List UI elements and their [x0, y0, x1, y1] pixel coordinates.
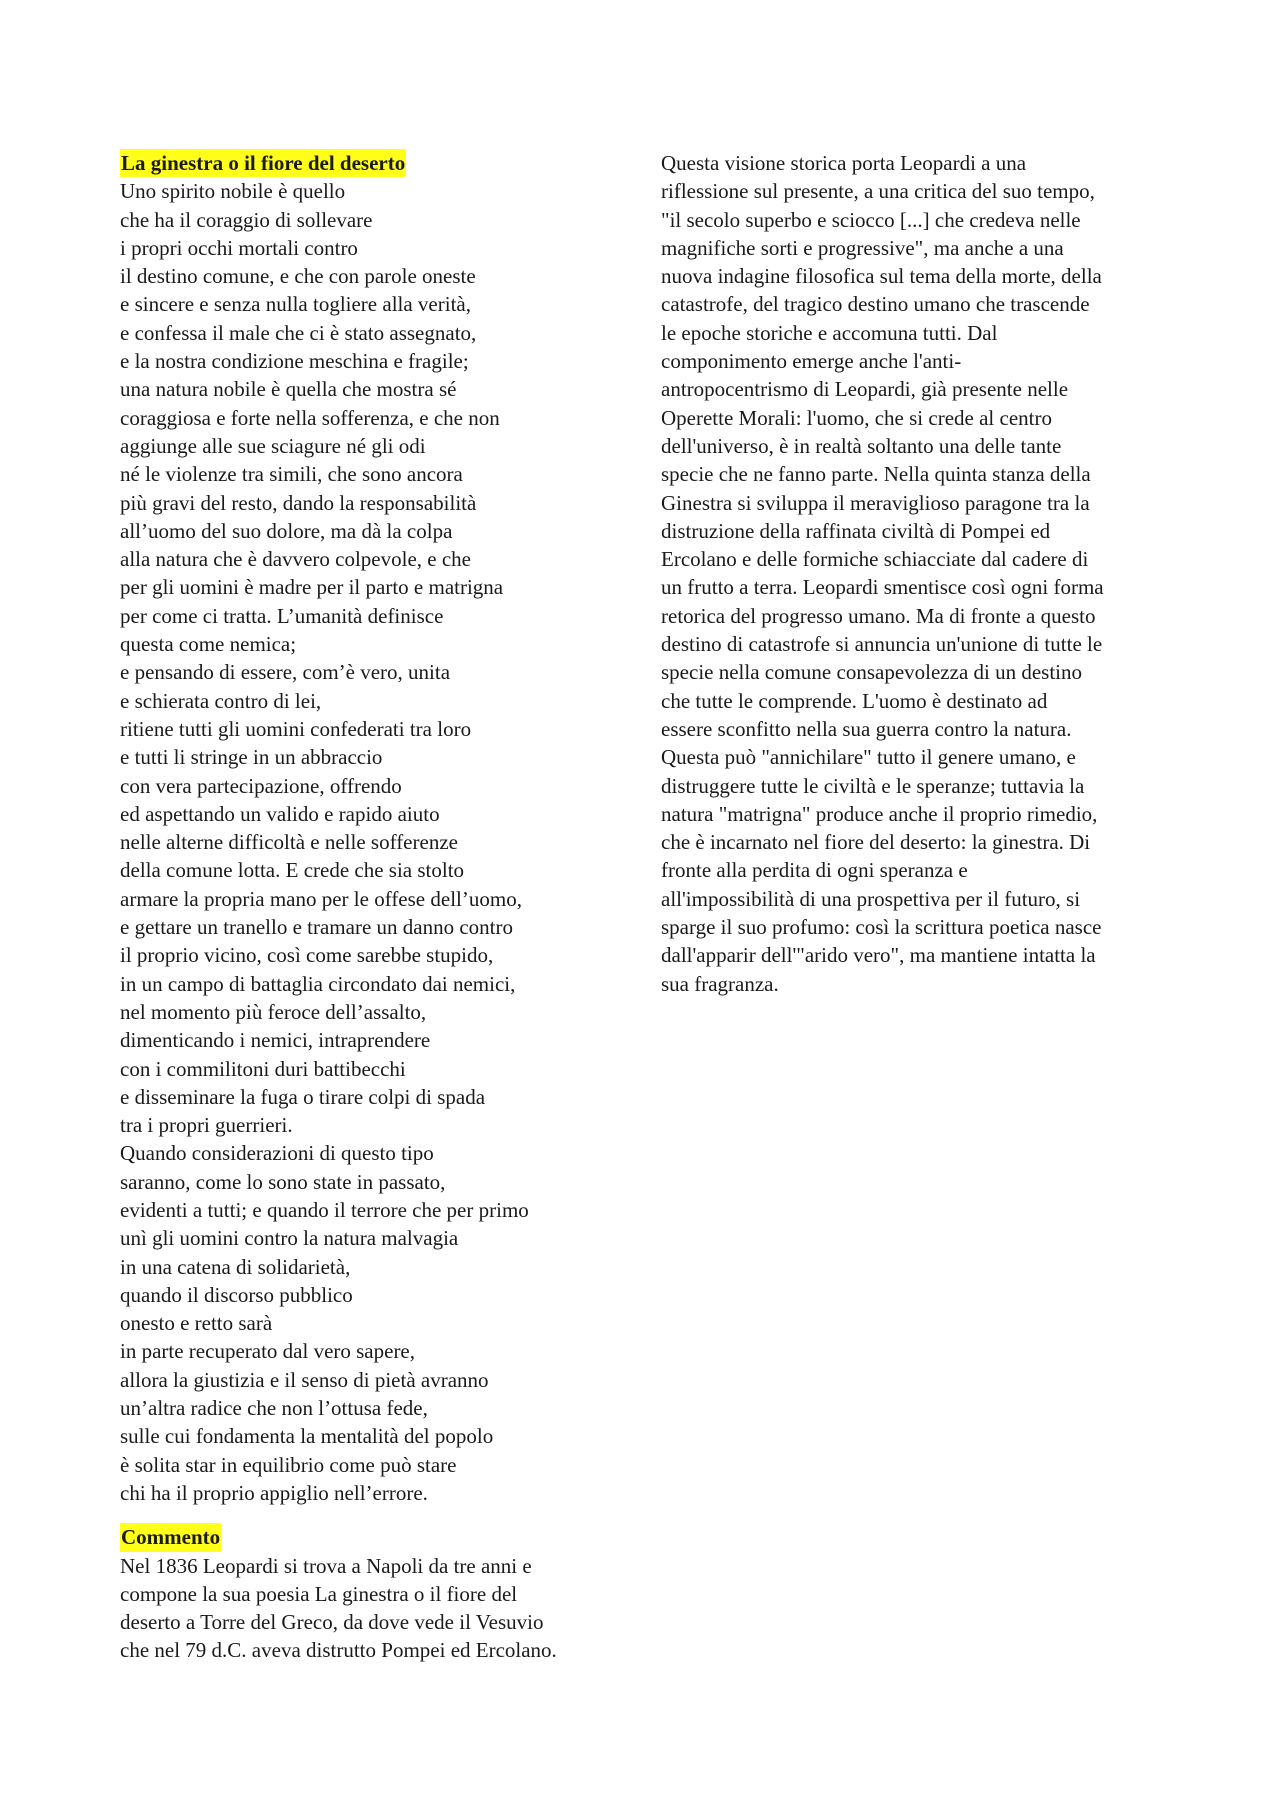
commento-line: riflessione sul presente, a una critica del suo tempo, — [661, 179, 1095, 204]
commento-line: Ercolano e delle formiche schiacciate dal cadere di — [661, 547, 1089, 572]
commento-line: specie che ne fanno parte. Nella quinta stanza della — [661, 462, 1091, 487]
poem-line: e la nostra condizione meschina e fragile; — [120, 349, 469, 374]
poem-line: in parte recuperato dal vero sapere, — [120, 1339, 416, 1364]
poem-line: armare la propria mano per le offese dell’uomo, — [120, 886, 522, 911]
commento-line: deserto a Torre del Greco, da dove vede il Vesuvio — [120, 1610, 544, 1635]
poem-title: La ginestra o il fiore del deserto — [120, 149, 406, 177]
commento-line: Questa può "annichilare" tutto il genere umano, e — [661, 745, 1076, 770]
poem-line: della comune lotta. E crede che sia stolto — [120, 858, 465, 883]
commento-line: destino di catastrofe si annuncia un'unione di tutte le — [661, 632, 1103, 657]
commento-line: natura "matrigna" produce anche il proprio rimedio, — [661, 801, 1098, 826]
poem-line: più gravi del resto, dando la responsabilità — [120, 490, 477, 515]
commento-line: che nel 79 d.C. aveva distrutto Pompei ed Ercolano. — [120, 1638, 557, 1663]
poem-line: evidenti a tutti; e quando il terrore che per primo — [120, 1197, 529, 1222]
commento-line: compone la sua poesia La ginestra o il fiore del — [120, 1581, 518, 1606]
poem-line: aggiunge alle sue sciagure né gli odi — [120, 433, 426, 458]
commento-line: le epoche storiche e accomuna tutti. Dal — [661, 320, 998, 345]
poem-line: e schierata contro di lei, — [120, 688, 322, 713]
commento-line: "il secolo superbo e sciocco [...] che credeva nelle — [661, 207, 1081, 232]
poem-line: all’uomo del suo dolore, ma dà la colpa — [120, 518, 453, 543]
poem-line: unì gli uomini contro la natura malvagia — [120, 1226, 459, 1251]
commento-line: Questa visione storica porta Leopardi a una — [661, 151, 1027, 175]
commento-line: essere sconfitto nella sua guerra contro la natura. — [661, 716, 1072, 741]
poem-line: quando il discorso pubblico — [120, 1282, 353, 1307]
poem-line: nel momento più feroce dell’assalto, — [120, 999, 427, 1024]
poem-line: è solita star in equilibrio come può stare — [120, 1452, 457, 1477]
poem-line: e pensando di essere, com’è vero, unita — [120, 660, 451, 685]
right-column — [661, 149, 1181, 998]
poem-line: né le violenze tra simili, che sono ancora — [120, 462, 463, 487]
commento-line: antropocentrismo di Leopardi, già presente nelle — [661, 377, 1069, 402]
section-spacer — [120, 1507, 640, 1523]
poem-line: onesto e retto sarà — [120, 1311, 273, 1336]
poem-line: e sincere e senza nulla togliere alla verità, — [120, 292, 471, 317]
commento-text-right — [661, 149, 1181, 998]
commento-line: Nel 1836 Leopardi si trova a Napoli da tre anni e — [120, 1553, 532, 1578]
commento-line: Ginestra si sviluppa il meraviglioso paragone tra la — [661, 490, 1090, 515]
poem-line: alla natura che è davvero colpevole, e che — [120, 547, 471, 572]
commento-line: nuova indagine filosofica sul tema della morte, della — [661, 264, 1102, 289]
commento-line: catastrofe, del tragico destino umano che trascende — [661, 292, 1090, 317]
poem-line: in una catena di solidarietà, — [120, 1254, 351, 1279]
poem-line: questa come nemica; — [120, 632, 297, 657]
commento-line: che è incarnato nel fiore del deserto: la ginestra. Di — [661, 830, 1091, 855]
poem-line: ed aspettando un valido e rapido aiuto — [120, 801, 440, 826]
poem-line: e tutti li stringe in un abbraccio — [120, 745, 383, 770]
poem-line: nelle alterne difficoltà e nelle sofferenze — [120, 830, 458, 855]
commento-line: distruggere tutte le civiltà e le speranze; tuttavia la — [661, 773, 1085, 798]
poem-text — [120, 177, 640, 1507]
poem-line: dimenticando i nemici, intraprendere — [120, 1028, 431, 1053]
poem-line: allora la giustizia e il senso di pietà avranno — [120, 1367, 489, 1392]
commento-line: sua fragranza. — [661, 971, 779, 996]
commento-title: Commento — [120, 1523, 221, 1551]
poem-line: e disseminare la fuga o tirare colpi di spada — [120, 1084, 486, 1109]
poem-line: una natura nobile è quella che mostra sé — [120, 377, 457, 402]
poem-line: con i commilitoni duri battibecchi — [120, 1056, 406, 1081]
commento-line: distruzione della raffinata civiltà di Pompei ed — [661, 518, 1051, 543]
poem-line: che ha il coraggio di sollevare — [120, 207, 373, 232]
commento-line: dell'universo, è in realtà soltanto una delle tante — [661, 433, 1062, 458]
commento-line: che tutte le comprende. L'uomo è destinato ad — [661, 688, 1048, 713]
commento-line: all'impossibilità di una prospettiva per il futuro, si — [661, 886, 1081, 911]
commento-line: magnifiche sorti e progressive", ma anche a una — [661, 235, 1064, 260]
poem-line: i propri occhi mortali contro — [120, 235, 358, 260]
poem-line: Quando considerazioni di questo tipo — [120, 1141, 434, 1166]
commento-line: componimento emerge anche l'anti- — [661, 349, 962, 374]
poem-line: e confessa il male che ci è stato assegnato, — [120, 320, 477, 345]
commento-line: Operette Morali: l'uomo, che si crede al centro — [661, 405, 1052, 430]
left-column — [120, 149, 640, 1665]
poem-line: il destino comune, e che con parole oneste — [120, 264, 476, 289]
poem-line: il proprio vicino, così come sarebbe stupido, — [120, 943, 494, 968]
commento-line: un frutto a terra. Leopardi smentisce così ogni forma — [661, 575, 1104, 600]
poem-line: per gli uomini è madre per il parto e matrigna — [120, 575, 504, 600]
poem-line: ritiene tutti gli uomini confederati tra loro — [120, 716, 472, 741]
commento-line: fronte alla perdita di ogni speranza e — [661, 858, 968, 883]
poem-line: e gettare un tranello e tramare un danno contro — [120, 915, 513, 940]
poem-line: per come ci tratta. L’umanità definisce — [120, 603, 444, 628]
poem-line: in un campo di battaglia circondato dai nemici, — [120, 971, 516, 996]
commento-line: dall'apparir dell'"arido vero", ma mantiene intatta la — [661, 943, 1096, 968]
poem-line: tra i propri guerrieri. — [120, 1113, 293, 1138]
commento-line: sparge il suo profumo: così la scrittura poetica nasce — [661, 915, 1102, 940]
poem-line: saranno, come lo sono state in passato, — [120, 1169, 446, 1194]
commento-line: specie nella comune consapevolezza di un destino — [661, 660, 1083, 685]
poem-line: un’altra radice che non l’ottusa fede, — [120, 1396, 428, 1421]
commento-line: retorica del progresso umano. Ma di fronte a questo — [661, 603, 1096, 628]
poem-line: Uno spirito nobile è quello — [120, 179, 346, 204]
poem-line: con vera partecipazione, offrendo — [120, 773, 402, 798]
commento-text-left — [120, 1552, 640, 1665]
poem-line: sulle cui fondamenta la mentalità del popolo — [120, 1424, 494, 1449]
poem-line: chi ha il proprio appiglio nell’errore. — [120, 1480, 428, 1505]
poem-line: coraggiosa e forte nella sofferenza, e che non — [120, 405, 500, 430]
